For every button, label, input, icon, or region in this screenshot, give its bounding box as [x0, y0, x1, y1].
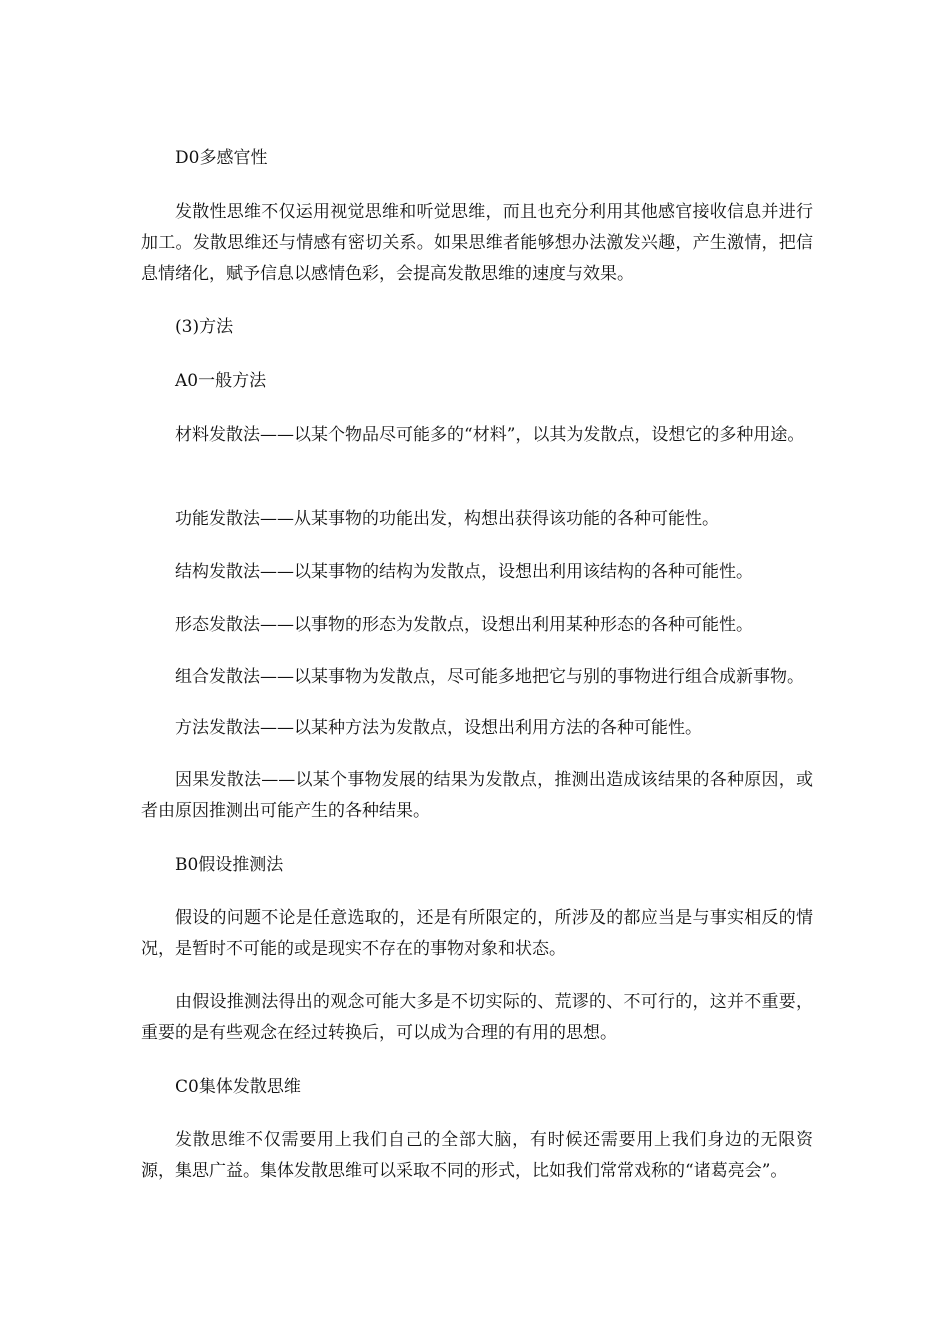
heading-d0: D0多感官性: [175, 148, 268, 168]
paragraph: 因果发散法——以某个事物发展的结果为发散点，推测出造成该结果的各种原因，或者由原因推测出可能产生的各种结果。: [141, 770, 813, 821]
paragraph: 形态发散法——以事物的形态为发散点，设想出利用某种形态的各种可能性。: [175, 615, 753, 635]
paragraph: 由假设推测法得出的观念可能大多是不切实际的、荒谬的、不可行的，这并不重要，重要的是有些观念在经过转换后，可以成为合理的有用的思想。: [141, 992, 813, 1043]
paragraph: 材料发散法——以某个物品尽可能多的“材料”，以其为发散点，设想它的多种用途。: [175, 425, 805, 445]
paragraph: 发散思维不仅需要用上我们自己的全部大脑，有时候还需要用上我们身边的无限资源，集思广益。集体发散思维可以采取不同的形式，比如我们常常戏称的“诸葛亮会”。: [141, 1130, 813, 1181]
heading-b0: B0假设推测法: [175, 855, 284, 875]
paragraph: 发散性思维不仅运用视觉思维和听觉思维，而且也充分利用其他感官接收信息并进行加工。发散思维还与情感有密切关系。如果思维者能够想办法激发兴趣，产生激情，把信息情绪化，赋予信息以感情色彩，会提高发散思维的速度与效果。: [141, 202, 813, 284]
paragraph: 功能发散法——从某事物的功能出发，构想出获得该功能的各种可能性。: [175, 509, 719, 529]
paragraph: 假设的问题不论是任意选取的，还是有所限定的，所涉及的都应当是与事实相反的情况，是暂时不可能的或是现实不存在的事物对象和状态。: [141, 908, 813, 959]
heading-methods: (3)方法: [175, 317, 234, 337]
paragraph: 结构发散法——以某事物的结构为发散点，设想出利用该结构的各种可能性。: [175, 562, 753, 582]
heading-a0: A0一般方法: [175, 371, 267, 391]
heading-c0: C0集体发散思维: [175, 1077, 301, 1097]
paragraph: 方法发散法——以某种方法为发散点，设想出利用方法的各种可能性。: [175, 718, 702, 738]
paragraph: 组合发散法——以某事物为发散点，尽可能多地把它与别的事物进行组合成新事物。: [175, 667, 804, 687]
